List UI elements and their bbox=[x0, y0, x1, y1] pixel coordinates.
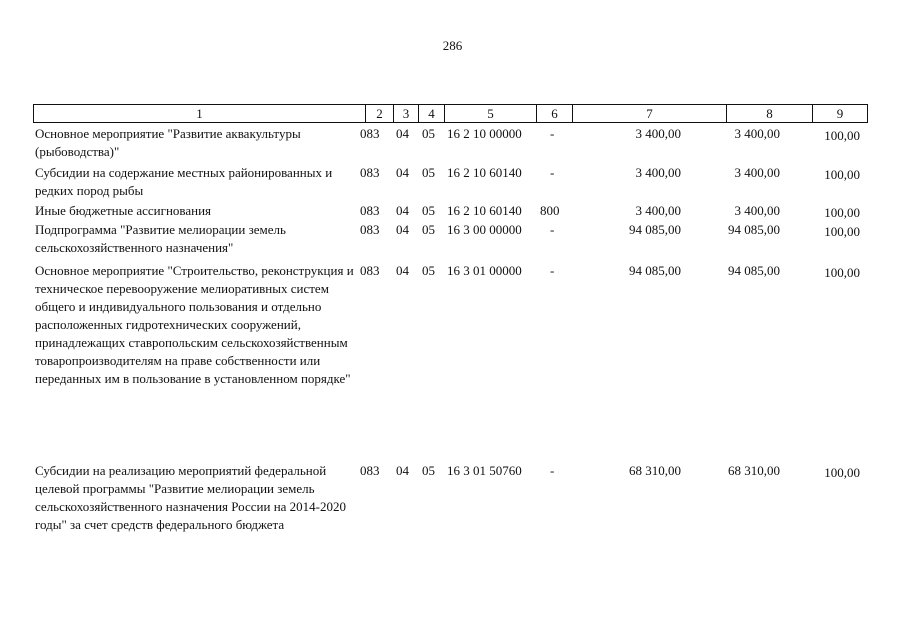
row-col-8: 3 400,00 bbox=[734, 165, 780, 180]
row-col-2: 083 bbox=[360, 126, 380, 141]
table-header-row bbox=[33, 104, 868, 123]
row-col-6: - bbox=[550, 165, 555, 180]
row-col-8: 68 310,00 bbox=[728, 463, 780, 478]
row-col-5: 16 2 10 60140 bbox=[447, 165, 522, 180]
row-col-4: 05 bbox=[422, 222, 435, 237]
row-col-7: 3 400,00 bbox=[635, 165, 681, 180]
header-col-3: 3 bbox=[393, 105, 418, 122]
row-col-7: 94 085,00 bbox=[629, 263, 681, 278]
row-col-4: 05 bbox=[422, 263, 435, 278]
row-col-2: 083 bbox=[360, 222, 380, 237]
row-col-8: 94 085,00 bbox=[728, 222, 780, 237]
row-name: Иные бюджетные ассигнования bbox=[35, 203, 212, 218]
row-col-4: 05 bbox=[422, 165, 435, 180]
row-name: Подпрограмма "Развитие мелиорации земель сельскохозяйственного назначения" bbox=[35, 222, 286, 255]
header-col-7: 7 bbox=[572, 105, 726, 122]
row-col-9: 100,00 bbox=[824, 167, 860, 182]
row-col-9: 100,00 bbox=[824, 128, 860, 143]
row-col-2: 083 bbox=[360, 463, 380, 478]
row-col-8: 94 085,00 bbox=[728, 263, 780, 278]
row-col-9: 100,00 bbox=[824, 465, 860, 480]
row-col-4: 05 bbox=[422, 126, 435, 141]
header-col-8: 8 bbox=[726, 105, 812, 122]
page-number: 286 bbox=[442, 38, 463, 53]
row-col-6: - bbox=[550, 126, 555, 141]
row-col-7: 68 310,00 bbox=[629, 463, 681, 478]
row-col-6: - bbox=[550, 263, 555, 278]
row-col-3: 04 bbox=[396, 126, 409, 141]
row-col-2: 083 bbox=[360, 263, 380, 278]
row-col-5: 16 3 01 00000 bbox=[447, 263, 522, 278]
row-col-4: 05 bbox=[422, 463, 435, 478]
row-col-5: 16 2 10 00000 bbox=[447, 126, 522, 141]
row-col-2: 083 bbox=[360, 203, 380, 218]
header-col-2: 2 bbox=[365, 105, 393, 122]
row-col-8: 3 400,00 bbox=[734, 126, 780, 141]
row-col-3: 04 bbox=[396, 463, 409, 478]
row-col-3: 04 bbox=[396, 222, 409, 237]
row-col-6: 800 bbox=[540, 203, 560, 218]
header-col-6: 6 bbox=[536, 105, 572, 122]
row-col-8: 3 400,00 bbox=[734, 203, 780, 218]
row-col-6: - bbox=[550, 222, 555, 237]
row-col-5: 16 3 01 50760 bbox=[447, 463, 522, 478]
row-col-2: 083 bbox=[360, 165, 380, 180]
row-col-5: 16 2 10 60140 bbox=[447, 203, 522, 218]
row-name: Субсидии на реализацию мероприятий федеральной целевой программы "Развитие мелиорации земель сельскохозяйственного назначения России на 2014-2020 годы" за счет средств федерального бюджета bbox=[35, 463, 347, 532]
row-col-7: 3 400,00 bbox=[635, 203, 681, 218]
row-col-5: 16 3 00 00000 bbox=[447, 222, 522, 237]
row-name: Основное мероприятие "Развитие аквакультуры (рыбоводства)" bbox=[35, 126, 301, 159]
row-col-9: 100,00 bbox=[824, 224, 860, 239]
row-col-4: 05 bbox=[422, 203, 435, 218]
header-col-4: 4 bbox=[418, 105, 444, 122]
row-col-3: 04 bbox=[396, 165, 409, 180]
header-col-9: 9 bbox=[812, 105, 867, 122]
header-col-5: 5 bbox=[444, 105, 536, 122]
row-col-9: 100,00 bbox=[824, 205, 860, 220]
row-name: Субсидии на содержание местных районированных и редких пород рыбы bbox=[35, 165, 333, 198]
row-col-7: 94 085,00 bbox=[629, 222, 681, 237]
row-col-3: 04 bbox=[396, 203, 409, 218]
header-col-1: 1 bbox=[196, 106, 203, 121]
row-col-6: - bbox=[550, 463, 555, 478]
row-col-3: 04 bbox=[396, 263, 409, 278]
row-col-9: 100,00 bbox=[824, 265, 860, 280]
row-name: Основное мероприятие "Строительство, реконструкция и техническое перевооружение мелиоративных систем общего и индивидуального пользования и отдельно расположенных гидротехнических сооружений, принадлежащих ставропольским сельскохозяйственным товаропроизводителям на праве собственности или переданных им в пользование в установленном порядке" bbox=[35, 263, 354, 386]
row-col-7: 3 400,00 bbox=[635, 126, 681, 141]
